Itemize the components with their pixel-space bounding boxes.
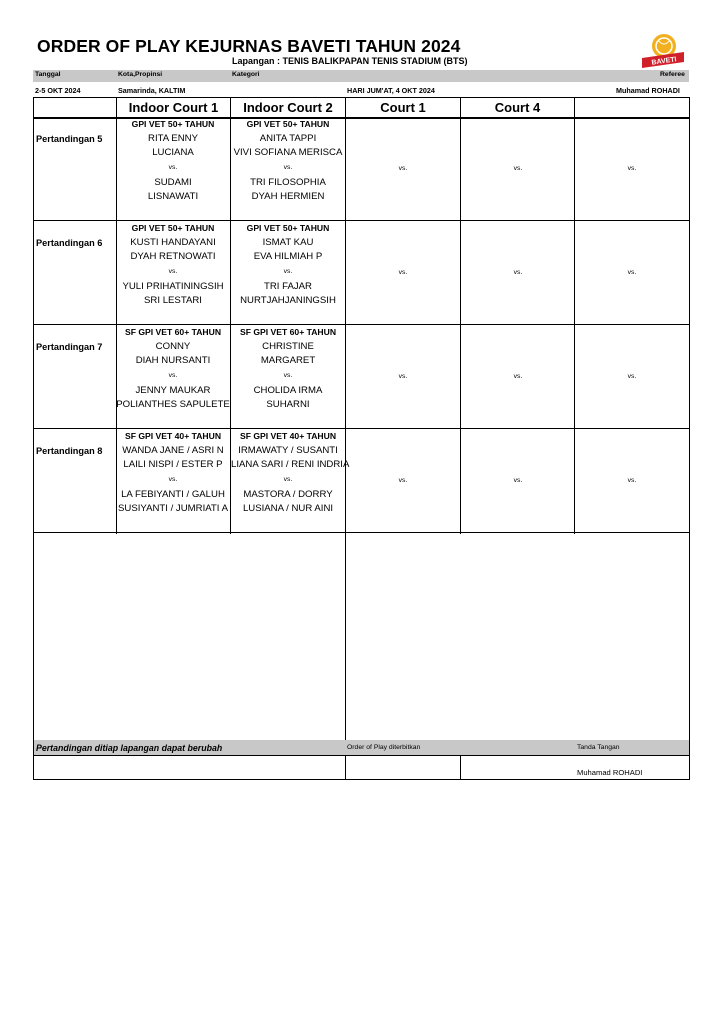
vs-label: vs. [627,373,637,380]
vs-label: vs. [283,268,293,276]
category-label: SF GPI VET 40+ TAHUN [124,431,222,441]
vs-label: vs. [283,164,293,172]
vs-label: vs. [513,373,523,380]
player-name: EVA HILMIAH P [253,251,323,263]
vs-label: vs. [168,268,178,276]
category-label: GPI VET 50+ TAHUN [246,223,330,233]
vs-label: vs. [398,477,408,484]
player-name: NURTJAHJANINGSIH [240,295,336,307]
match-label-7: Pertandingan 7 [36,342,103,352]
match-label-5: Pertandingan 5 [36,134,103,144]
vs-label: vs. [513,477,523,484]
col-divider [574,97,575,534]
value-city: Samarinda, KALTIM [118,86,186,95]
row-divider [33,532,690,533]
player-name: TRI FAJAR [264,280,312,292]
player-name: KUSTI HANDAYANI [130,236,216,248]
match-5-indoor-court-1 [116,117,230,205]
vs-label: vs. [283,372,293,380]
player-name: ANITA TAPPI [259,132,317,144]
player-name: CHRISTINE [262,340,314,352]
vs-label: vs. [398,269,408,276]
category-label: GPI VET 50+ TAHUN [246,119,330,129]
col-header-empty [575,99,689,116]
player-name: TRI FILOSOPHIA [250,176,326,188]
player-name: CONNY [155,340,191,352]
player-name: VIVI SOFIANA MERISCA [233,147,343,159]
vs-label: vs. [283,476,293,484]
player-name: SUDAMI [154,176,192,188]
player-name: WANDA JANE / ASRI N [122,444,224,456]
player-name: MASTORA / DORRY [243,488,333,500]
player-name: ISMAT KAU [262,236,314,248]
col-header-indoor-court-2: Indoor Court 2 [243,100,333,115]
vs-label: vs. [513,269,523,276]
label-category: Kategori [232,71,260,78]
footer-signature: Tanda Tangan [577,744,620,751]
player-name: SUSIYANTI / JUMRIATI A [118,503,228,515]
page-title: ORDER OF PLAY KEJURNAS BAVETI TAHUN 2024 [37,36,461,56]
player-name: SRI LESTARI [144,295,202,307]
player-name: MARGARET [260,355,316,367]
match-5-indoor-court-2 [231,117,345,205]
baveti-logo [638,28,688,72]
vs-label: vs. [513,165,523,172]
footer-note: Pertandingan ditiap lapangan dapat berubah [36,743,223,753]
player-name: JENNY MAUKAR [135,384,211,396]
player-name: LUSIANA / NUR AINI [242,503,334,515]
player-name: LA FEBIYANTI / GALUH [121,488,225,500]
player-name: RITA ENNY [148,132,198,144]
player-name: DYAH RETNOWATI [130,251,216,263]
player-name: YULI PRIHATININGSIH [122,280,224,292]
value-day: HARI JUM'AT, 4 OKT 2024 [347,86,435,95]
value-referee: Muhamad ROHADI [616,86,680,95]
vs-label: vs. [168,476,178,484]
vs-label: vs. [627,165,637,172]
match-7-indoor-court-1 [116,325,230,413]
col-divider [345,97,346,780]
label-referee: Referee [660,71,685,78]
footer-referee-name: Muhamad ROHADI [577,768,643,777]
vs-label: vs. [168,372,178,380]
match-label-6: Pertandingan 6 [36,238,103,248]
category-label: GPI VET 50+ TAHUN [131,119,215,129]
row-divider [33,755,690,756]
category-label: SF GPI VET 60+ TAHUN [239,327,337,337]
category-label: SF GPI VET 60+ TAHUN [124,327,222,337]
vs-label: vs. [627,269,637,276]
col-header-court-4: Court 4 [494,100,541,115]
col-header-indoor-court-1: Indoor Court 1 [128,100,219,115]
logo-text: BAVETI [651,56,678,67]
venue-line: Lapangan : TENIS BALIKPAPAN TENIS STADIUM (BTS) [232,56,468,66]
col-divider [460,97,461,534]
player-name: SUHARNI [266,399,310,411]
match-8-indoor-court-2 [231,429,350,517]
match-6-indoor-court-1 [116,221,230,309]
category-label: GPI VET 50+ TAHUN [131,223,215,233]
match-7-indoor-court-2 [231,325,345,413]
vs-label: vs. [398,373,408,380]
vs-label: vs. [398,165,408,172]
player-name: DYAH HERMIEN [251,191,325,203]
player-name: IRMAWATY / SUSANTI [238,444,338,456]
value-date: 2-5 OKT 2024 [35,86,81,95]
label-city: Kota,Propinsi [118,71,163,78]
category-label: SF GPI VET 40+ TAHUN [239,431,337,441]
match-6-indoor-court-2 [231,221,345,309]
player-name: LUCIANA [152,147,194,159]
player-name: CHOLIDA IRMA [253,384,323,396]
match-label-8: Pertandingan 8 [36,446,103,456]
player-name: LISNAWATI [147,191,199,203]
vs-label: vs. [168,164,178,172]
player-name: LIANA SARI / RENI INDRIA [231,459,350,471]
col-header-court-1: Court 1 [380,100,426,115]
player-name: LAILI NISPI / ESTER P [123,459,223,471]
player-name: POLIANTHES SAPULETE [116,399,230,411]
vs-label: vs. [627,477,637,484]
player-name: DIAH NURSANTI [135,355,211,367]
match-8-indoor-court-1 [116,429,230,517]
footer-published: Order of Play diterbitkan [347,744,421,751]
label-date: Tanggal [35,71,61,78]
